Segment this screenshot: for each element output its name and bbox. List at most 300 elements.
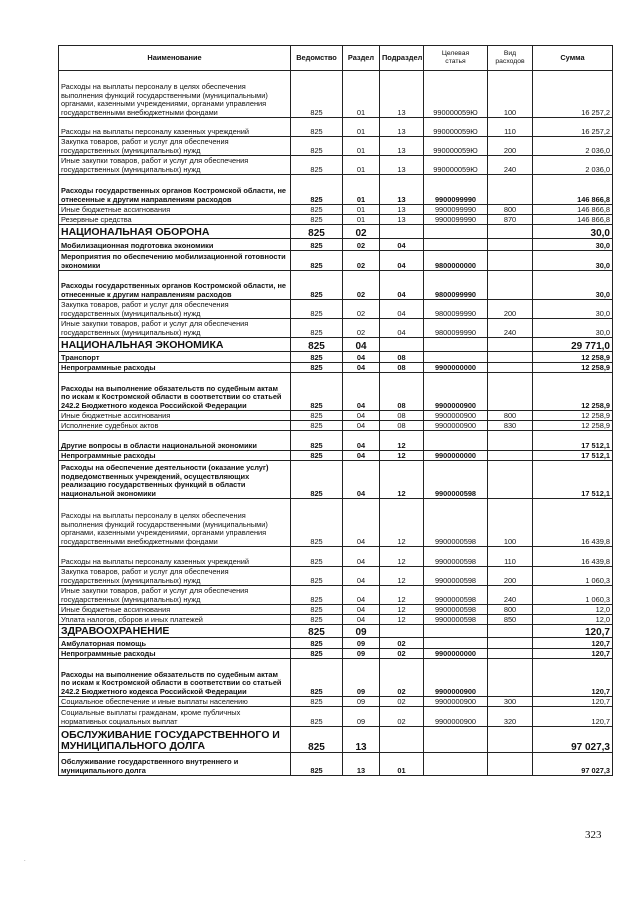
table-row [59, 300, 613, 319]
cell-dept: 825 [291, 156, 343, 175]
table-row [59, 659, 613, 697]
cell-target: 9900000900 [424, 697, 488, 707]
cell-sec: 09 [343, 659, 380, 697]
cell-sum: 16 257,2 [533, 71, 613, 118]
cell-dept: 825 [291, 421, 343, 431]
cell-type: 100 [488, 499, 533, 547]
col-header-type [488, 46, 533, 71]
cell-sec: 02 [343, 251, 380, 271]
cell-dept: 825 [291, 638, 343, 649]
col-header-type-line2: расходов [495, 58, 525, 65]
cell-sum: 16 439,8 [533, 499, 613, 547]
cell-name: Иные бюджетные ассигнования [59, 205, 291, 215]
cell-sec: 01 [343, 118, 380, 137]
cell-sub: 13 [380, 71, 424, 118]
cell-name: Социальное обеспечение и иные выплаты населению [59, 697, 291, 707]
col-header-target [424, 46, 488, 71]
col-header-subsection: Подраздел [380, 46, 424, 71]
table-row [59, 547, 613, 567]
cell-sub: 02 [380, 707, 424, 727]
cell-sec: 01 [343, 71, 380, 118]
cell-sum: 30,0 [533, 319, 613, 338]
page-number: 323 [585, 829, 602, 841]
cell-name: Иные закупки товаров, работ и услуг для обеспечения государственных (муниципальных) нужд [59, 586, 291, 605]
cell-dept: 825 [291, 727, 343, 753]
cell-target: 9900000598 [424, 567, 488, 586]
cell-name: Расходы на выплаты персоналу казенных учреждений [59, 547, 291, 567]
cell-target: 9900000000 [424, 451, 488, 461]
cell-sub: 12 [380, 547, 424, 567]
cell-type: 800 [488, 605, 533, 615]
cell-name: Расходы государственных органов Костромской области, не отнесенные к другим направлениям расходов [59, 175, 291, 205]
cell-type [488, 625, 533, 638]
cell-sec: 01 [343, 205, 380, 215]
cell-target [424, 638, 488, 649]
cell-target: 990000059Ю [424, 137, 488, 156]
cell-sum: 146 866,8 [533, 205, 613, 215]
cell-dept: 825 [291, 137, 343, 156]
cell-dept: 825 [291, 215, 343, 225]
cell-dept: 825 [291, 615, 343, 625]
cell-target: 9900000000 [424, 649, 488, 659]
cell-type [488, 727, 533, 753]
cell-sum: 120,7 [533, 649, 613, 659]
cell-sum: 30,0 [533, 251, 613, 271]
cell-sec: 02 [343, 300, 380, 319]
cell-type: 870 [488, 215, 533, 225]
table-row [59, 373, 613, 411]
cell-sub: 13 [380, 137, 424, 156]
cell-sec: 02 [343, 239, 380, 251]
cell-dept: 825 [291, 753, 343, 776]
cell-sum: 12,0 [533, 615, 613, 625]
cell-sum: 16 257,2 [533, 118, 613, 137]
cell-sum: 2 036,0 [533, 137, 613, 156]
cell-sum: 30,0 [533, 271, 613, 300]
cell-name: Другие вопросы в области национальной экономики [59, 431, 291, 451]
cell-name: Закупка товаров, работ и услуг для обеспечения государственных (муниципальных) нужд [59, 300, 291, 319]
cell-sum: 30,0 [533, 225, 613, 239]
cell-name: Расходы на обеспечение деятельности (оказание услуг) подведомственных учреждений, осуществляющих реализацию государственных функций в области национальной экономики [59, 461, 291, 499]
cell-target: 9900000900 [424, 659, 488, 697]
cell-sub: 12 [380, 605, 424, 615]
cell-sec: 04 [343, 411, 380, 421]
cell-sub: 13 [380, 175, 424, 205]
cell-type: 240 [488, 156, 533, 175]
cell-target [424, 625, 488, 638]
cell-target [424, 239, 488, 251]
cell-type: 200 [488, 300, 533, 319]
cell-dept: 825 [291, 338, 343, 352]
cell-target: 990000059Ю [424, 71, 488, 118]
cell-target: 9800099990 [424, 300, 488, 319]
cell-name: Транспорт [59, 352, 291, 363]
cell-type: 110 [488, 118, 533, 137]
table-row [59, 451, 613, 461]
cell-target: 9900000900 [424, 707, 488, 727]
cell-sum: 12,0 [533, 605, 613, 615]
cell-sub: 13 [380, 118, 424, 137]
cell-dept: 825 [291, 71, 343, 118]
cell-sec: 04 [343, 431, 380, 451]
cell-sec: 04 [343, 567, 380, 586]
cell-sum: 17 512,1 [533, 451, 613, 461]
cell-name: Расходы на выплаты персоналу казенных учреждений [59, 118, 291, 137]
table-row [59, 697, 613, 707]
table-row [59, 586, 613, 605]
cell-sec: 04 [343, 615, 380, 625]
cell-name: Резервные средства [59, 215, 291, 225]
cell-dept: 825 [291, 352, 343, 363]
cell-sub: 13 [380, 156, 424, 175]
cell-sub: 02 [380, 697, 424, 707]
cell-sec: 02 [343, 271, 380, 300]
table-row [59, 499, 613, 547]
cell-type: 200 [488, 137, 533, 156]
cell-dept: 825 [291, 707, 343, 727]
cell-type: 240 [488, 319, 533, 338]
cell-sub: 12 [380, 461, 424, 499]
table-header-row [59, 46, 613, 71]
cell-name: Закупка товаров, работ и услуг для обеспечения государственных (муниципальных) нужд [59, 137, 291, 156]
cell-sum: 30,0 [533, 239, 613, 251]
cell-type [488, 431, 533, 451]
table-row [59, 615, 613, 625]
cell-sub: 04 [380, 319, 424, 338]
cell-sum: 2 036,0 [533, 156, 613, 175]
cell-sec: 04 [343, 421, 380, 431]
table-row [59, 118, 613, 137]
cell-type [488, 239, 533, 251]
cell-target: 9900000900 [424, 411, 488, 421]
cell-sec: 01 [343, 215, 380, 225]
table-row [59, 461, 613, 499]
cell-dept: 825 [291, 697, 343, 707]
table-row [59, 239, 613, 251]
cell-sum: 1 060,3 [533, 586, 613, 605]
cell-type: 300 [488, 697, 533, 707]
cell-type [488, 649, 533, 659]
cell-sum: 12 258,9 [533, 352, 613, 363]
cell-sec: 09 [343, 707, 380, 727]
cell-target [424, 753, 488, 776]
cell-target [424, 727, 488, 753]
cell-type [488, 251, 533, 271]
cell-dept: 825 [291, 649, 343, 659]
cell-target: 9800099990 [424, 319, 488, 338]
cell-name: Обслуживание государственного внутреннего и муниципального долга [59, 753, 291, 776]
cell-target [424, 431, 488, 451]
cell-dept: 825 [291, 586, 343, 605]
cell-sub: 04 [380, 271, 424, 300]
cell-name: Социальные выплаты гражданам, кроме публичных нормативных социальных выплат [59, 707, 291, 727]
cell-sum: 16 439,8 [533, 547, 613, 567]
table-row [59, 271, 613, 300]
cell-name: ОБСЛУЖИВАНИЕ ГОСУДАРСТВЕННОГО И МУНИЦИПАЛЬНОГО ДОЛГА [59, 727, 291, 753]
col-header-target-line1: Целевая [441, 50, 470, 57]
cell-sec: 04 [343, 499, 380, 547]
cell-sum: 1 060,3 [533, 567, 613, 586]
table-row [59, 727, 613, 753]
budget-table [58, 45, 613, 776]
cell-type: 320 [488, 707, 533, 727]
cell-type [488, 352, 533, 363]
cell-sub: 02 [380, 638, 424, 649]
cell-sum: 120,7 [533, 659, 613, 697]
cell-dept: 825 [291, 605, 343, 615]
cell-type: 830 [488, 421, 533, 431]
cell-sec: 04 [343, 605, 380, 615]
cell-dept: 825 [291, 451, 343, 461]
cell-target: 9900099990 [424, 175, 488, 205]
cell-type: 200 [488, 567, 533, 586]
table-row [59, 753, 613, 776]
cell-target: 990000059Ю [424, 156, 488, 175]
cell-type [488, 373, 533, 411]
cell-type: 800 [488, 205, 533, 215]
col-header-name: Наименование [59, 46, 291, 71]
cell-dept: 825 [291, 225, 343, 239]
cell-sec: 04 [343, 451, 380, 461]
cell-target: 9900099990 [424, 215, 488, 225]
cell-dept: 825 [291, 431, 343, 451]
table-row [59, 71, 613, 118]
cell-type: 800 [488, 411, 533, 421]
cell-sub: 13 [380, 215, 424, 225]
cell-sec: 02 [343, 319, 380, 338]
cell-type [488, 638, 533, 649]
table-row [59, 251, 613, 271]
cell-name: Непрограммные расходы [59, 363, 291, 373]
cell-sub: 04 [380, 251, 424, 271]
cell-type: 100 [488, 71, 533, 118]
cell-name: Иные бюджетные ассигнования [59, 605, 291, 615]
cell-sub: 08 [380, 352, 424, 363]
cell-sec: 13 [343, 753, 380, 776]
cell-sec: 04 [343, 586, 380, 605]
cell-type [488, 363, 533, 373]
cell-sec: 09 [343, 649, 380, 659]
cell-name: Расходы на выполнение обязательств по судебным актам по искам к Костромской области в соответствии со статьей 242.2 Бюджетного кодекса Российской Федерации [59, 659, 291, 697]
cell-sum: 146 866,8 [533, 215, 613, 225]
cell-sec: 02 [343, 225, 380, 239]
cell-type: 240 [488, 586, 533, 605]
cell-sec: 13 [343, 727, 380, 753]
cell-target: 9900000598 [424, 605, 488, 615]
cell-sub [380, 727, 424, 753]
cell-sub: 08 [380, 421, 424, 431]
cell-target [424, 338, 488, 352]
cell-sub: 12 [380, 615, 424, 625]
cell-name: Расходы на выполнение обязательств по судебным актам по искам к Костромской области в соответствии со статьей 242.2 Бюджетного кодекса Российской Федерации [59, 373, 291, 411]
table-row [59, 649, 613, 659]
cell-name: Иные закупки товаров, работ и услуг для обеспечения государственных (муниципальных) нужд [59, 156, 291, 175]
cell-dept: 825 [291, 499, 343, 547]
cell-target: 9900099990 [424, 205, 488, 215]
cell-sum: 17 512,1 [533, 461, 613, 499]
cell-dept: 825 [291, 411, 343, 421]
table-row [59, 421, 613, 431]
table-row [59, 363, 613, 373]
cell-sum: 146 866,8 [533, 175, 613, 205]
cell-dept: 825 [291, 547, 343, 567]
cell-sum: 120,7 [533, 707, 613, 727]
cell-dept: 825 [291, 363, 343, 373]
cell-dept: 825 [291, 373, 343, 411]
cell-sum: 97 027,3 [533, 753, 613, 776]
cell-sub: 04 [380, 239, 424, 251]
table-row [59, 411, 613, 421]
cell-sub: 12 [380, 567, 424, 586]
cell-sub: 02 [380, 659, 424, 697]
cell-name: Амбулаторная помощь [59, 638, 291, 649]
cell-sub [380, 338, 424, 352]
cell-sec: 04 [343, 373, 380, 411]
cell-sub: 08 [380, 373, 424, 411]
scan-speck: . [24, 857, 26, 863]
cell-name: Уплата налогов, сборов и иных платежей [59, 615, 291, 625]
table-row [59, 205, 613, 215]
cell-target [424, 352, 488, 363]
table-body [59, 71, 613, 776]
cell-target: 990000059Ю [424, 118, 488, 137]
cell-name: НАЦИОНАЛЬНАЯ ЭКОНОМИКА [59, 338, 291, 352]
cell-target: 9800000000 [424, 251, 488, 271]
cell-sub: 08 [380, 363, 424, 373]
col-header-target-line2: статья [445, 58, 466, 65]
cell-sec: 01 [343, 156, 380, 175]
cell-target: 9900000598 [424, 499, 488, 547]
cell-name: Исполнение судебных актов [59, 421, 291, 431]
cell-sum: 12 258,9 [533, 421, 613, 431]
cell-name: Иные бюджетные ассигнования [59, 411, 291, 421]
cell-sum: 29 771,0 [533, 338, 613, 352]
table-row [59, 638, 613, 649]
cell-dept: 825 [291, 461, 343, 499]
cell-sub: 01 [380, 753, 424, 776]
cell-dept: 825 [291, 567, 343, 586]
cell-dept: 825 [291, 659, 343, 697]
cell-sum: 17 512,1 [533, 431, 613, 451]
col-header-section: Раздел [343, 46, 380, 71]
cell-type: 110 [488, 547, 533, 567]
cell-name: ЗДРАВООХРАНЕНИЕ [59, 625, 291, 638]
cell-name: Расходы на выплаты персоналу в целях обеспечения выполнения функций государственными (муниципальными) органами, казенными учреждениями, органами управления государственными внебюджетными фондами [59, 499, 291, 547]
table-row [59, 625, 613, 638]
cell-sub: 12 [380, 586, 424, 605]
cell-target: 9900000900 [424, 421, 488, 431]
cell-sub [380, 225, 424, 239]
cell-sum: 120,7 [533, 638, 613, 649]
cell-type: 850 [488, 615, 533, 625]
cell-sub: 12 [380, 431, 424, 451]
table-row [59, 215, 613, 225]
cell-sum: 97 027,3 [533, 727, 613, 753]
table-row [59, 567, 613, 586]
cell-sec: 01 [343, 175, 380, 205]
cell-name: Мобилизационная подготовка экономики [59, 239, 291, 251]
cell-sec: 01 [343, 137, 380, 156]
table-row [59, 225, 613, 239]
cell-name: Расходы государственных органов Костромской области, не отнесенные к другим направлениям расходов [59, 271, 291, 300]
cell-dept: 825 [291, 625, 343, 638]
col-header-dept: Ведомство [291, 46, 343, 71]
table-row [59, 605, 613, 615]
cell-type [488, 175, 533, 205]
cell-sec: 09 [343, 625, 380, 638]
cell-target: 9900000000 [424, 363, 488, 373]
table-row [59, 137, 613, 156]
cell-sub: 02 [380, 649, 424, 659]
col-header-sum: Сумма [533, 46, 613, 71]
cell-dept: 825 [291, 271, 343, 300]
cell-sub: 04 [380, 300, 424, 319]
table-row [59, 175, 613, 205]
budget-sheet [58, 45, 612, 776]
cell-dept: 825 [291, 118, 343, 137]
cell-sum: 30,0 [533, 300, 613, 319]
cell-sum: 120,7 [533, 697, 613, 707]
cell-type [488, 753, 533, 776]
table-row [59, 338, 613, 352]
cell-dept: 825 [291, 319, 343, 338]
cell-name: Расходы на выплаты персоналу в целях обеспечения выполнения функций государственными (муниципальными) органами, казенными учреждениями, органами управления государственными внебюджетными фондами [59, 71, 291, 118]
cell-target: 9900000598 [424, 461, 488, 499]
cell-name: Закупка товаров, работ и услуг для обеспечения государственных (муниципальных) нужд [59, 567, 291, 586]
cell-type [488, 338, 533, 352]
cell-target [424, 225, 488, 239]
cell-sec: 04 [343, 363, 380, 373]
cell-sub: 13 [380, 205, 424, 215]
cell-sec: 04 [343, 352, 380, 363]
cell-target: 9900000598 [424, 547, 488, 567]
cell-target: 9900000598 [424, 615, 488, 625]
cell-name: Мероприятия по обеспечению мобилизационной готовности экономики [59, 251, 291, 271]
table-row [59, 319, 613, 338]
cell-sec: 04 [343, 338, 380, 352]
cell-name: Непрограммные расходы [59, 451, 291, 461]
cell-sum: 12 258,9 [533, 363, 613, 373]
cell-sub [380, 625, 424, 638]
cell-sec: 09 [343, 638, 380, 649]
cell-dept: 825 [291, 175, 343, 205]
cell-sec: 04 [343, 547, 380, 567]
cell-type [488, 271, 533, 300]
col-header-type-line1: Вид [503, 50, 517, 57]
cell-sec: 09 [343, 697, 380, 707]
table-row [59, 431, 613, 451]
cell-sub: 12 [380, 499, 424, 547]
cell-dept: 825 [291, 300, 343, 319]
cell-name: Непрограммные расходы [59, 649, 291, 659]
cell-type [488, 225, 533, 239]
cell-target: 9900000598 [424, 586, 488, 605]
cell-dept: 825 [291, 205, 343, 215]
cell-sum: 12 258,9 [533, 411, 613, 421]
table-row [59, 352, 613, 363]
cell-dept: 825 [291, 251, 343, 271]
cell-sub: 08 [380, 411, 424, 421]
cell-target: 9800099990 [424, 271, 488, 300]
cell-type [488, 461, 533, 499]
table-row [59, 156, 613, 175]
cell-name: НАЦИОНАЛЬНАЯ ОБОРОНА [59, 225, 291, 239]
cell-type [488, 659, 533, 697]
cell-sub: 12 [380, 451, 424, 461]
cell-sum: 120,7 [533, 625, 613, 638]
cell-sec: 04 [343, 461, 380, 499]
cell-type [488, 451, 533, 461]
